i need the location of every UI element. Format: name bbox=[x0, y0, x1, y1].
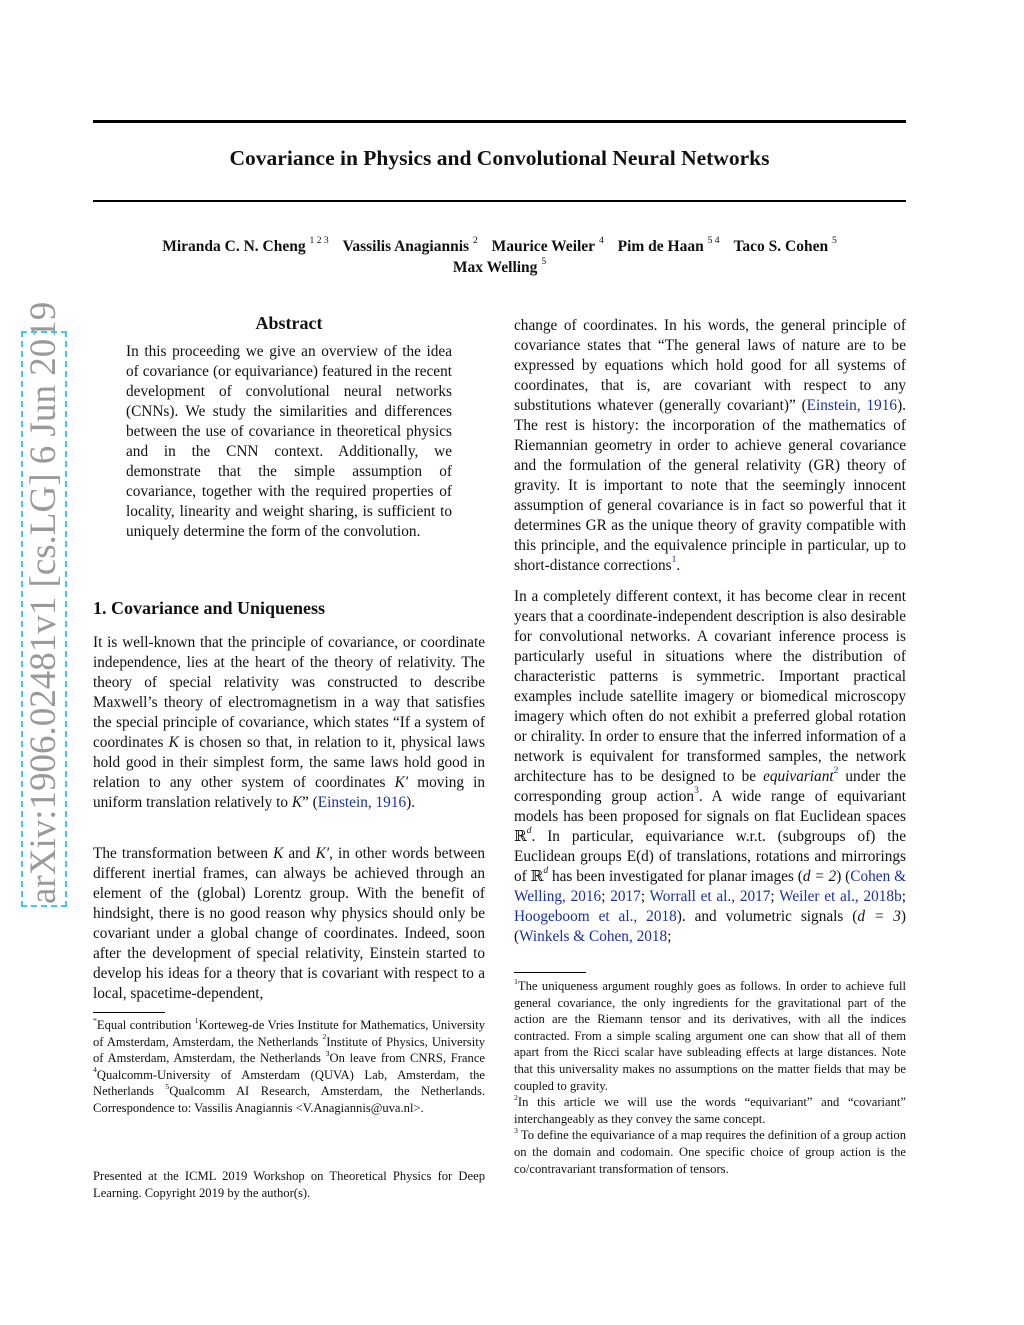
title-rule-bottom bbox=[93, 200, 906, 202]
footnote-ref[interactable]: 1 bbox=[671, 555, 677, 566]
citation-link[interactable]: Cohen & Welling, 2016 bbox=[514, 868, 906, 905]
citation-link[interactable]: Hoogeboom et al., 2018 bbox=[514, 908, 677, 925]
paper-title: Covariance in Physics and Convolutional Neural Networks bbox=[229, 146, 770, 170]
author: Max Welling $^5$ bbox=[452, 256, 547, 276]
title-rule-top bbox=[93, 120, 906, 123]
citation-link[interactable]: Einstein, 1916 bbox=[317, 794, 407, 811]
author: Miranda C. N. Cheng $^{1 2 3}$ bbox=[162, 235, 329, 255]
footnotes bbox=[514, 978, 906, 1177]
paragraph: In a completely different context, it has become clear in recent years that a coordinate-independent description is also desirable for convolutional networks. A covariant inference process is particularly useful in situations where the distribution of characteristic patterns is symmetric. Important practical examples include satellite imagery or biomedical microscopy imagery which often do not exhibit a preferred global rotation or chirality. In order to ensure that the inferred information of a network is equivalent for transformed samples, the network architecture has to be designed to be equivariant$^2$ under the corresponding group action$^3$. A wide range of equivariant models has been proposed for signals on flat Euclidean spaces ℝ$^d$. In particular, equivariance w.r.t. (subgroups of) the Euclidean groups E(d) of translations, rotations and mirrorings of ℝ$^d$ has been investigated for planar images (d = 2) (Cohen & Welling, 2016; 2017; Worrall et al., 2017; Weiler et al., 2018b; Hoogeboom et al., 2018). and volumetric signals (d = 3) (Winkels & Cohen, 2018; bbox=[514, 588, 906, 945]
arxiv-stamp: arXiv:1906.02481v1 [cs.LG] 6 Jun 2019 bbox=[23, 301, 64, 904]
citation-link[interactable]: Einstein, 1916 bbox=[806, 397, 898, 414]
workshop-note: Presented at the ICML 2019 Workshop on Theoretical Physics for Deep Learning. Copyright 2019 by the author(s). bbox=[93, 1169, 485, 1200]
footnote-ref[interactable]: 2 bbox=[833, 766, 839, 777]
author: Pim de Haan $^{5 4}$ bbox=[617, 235, 720, 255]
author: Vassilis Anagiannis $^2$ bbox=[342, 235, 478, 255]
paragraph: It is well-known that the principle of covariance, or coordinate independence, lies at the heart of the theory of relativity. The theory of special relativity was constructed to describe Maxwell’s theory of electromagnetism in a way that satisfies the special principle of covariance, which states “If a system of coordinates K is chosen so that, in relation to it, physical laws hold good in their simplest form, the same laws hold good in relation to any other system of coordinates K′ moving in uniform translation relatively to K” (Einstein, 1916). bbox=[93, 634, 485, 811]
affiliation-footnote: *Equal contribution $^1$Korteweg-de Vries Institute for Mathematics, University of Amsterdam, Amsterdam, the Netherlands $^2$Institute of Physics, University of Amsterdam, Amsterdam, the Netherlands $^3$On leave from CNRS, France $^4$Qualcomm-University of Amsterdam (QUVA) Lab, Amsterdam, the Netherlands $^5$Qualcomm AI Research, Amsterdam, the Netherlands. Correspondence to: Vassilis Anagiannis <V.Anagiannis@uva.nl>. bbox=[93, 1015, 486, 1115]
footnote: $^1$The uniqueness argument roughly goes as follows. In order to achieve full general covariance, the only ingredients for the gravitational part of the action are the Riemann tensor and its derivatives, with all the indices contracted. From a simple scaling argument one can show that all of them apart from the Ricci scalar have subleading effects at large distances. Note that this universality makes no assumptions on the matter fields that may be coupled to gravity. bbox=[514, 976, 906, 1093]
citation-link[interactable]: 2017 bbox=[610, 888, 641, 905]
section-heading: 1. Covariance and Uniqueness bbox=[93, 598, 326, 618]
footnote-ref[interactable]: 3 bbox=[694, 786, 699, 797]
footnote-rule bbox=[514, 972, 586, 973]
citation-link[interactable]: Weiler et al., 2018b bbox=[779, 888, 902, 905]
citation-link[interactable]: Winkels & Cohen, 2018 bbox=[519, 928, 668, 945]
abstract-text: In this proceeding we give an overview of the idea of covariance (or equivariance) featured in the recent development of convolutional neural networks (CNNs). We study the similarities and differences between the use of covariance in theoretical physics and in the CNN context. Additionally, we demonstrate that the simple assumption of covariance, together with the required properties of locality, linearity and weight sharing, is sufficient to uniquely determine the form of the convolution. bbox=[126, 343, 452, 540]
footnote: $^2$In this article we will use the words “equivariant” and “covariant” interchangeably as they convey the same concept. bbox=[514, 1092, 906, 1126]
author: Maurice Weiler $^4$ bbox=[491, 235, 604, 255]
footnote: $^3$ To define the equivariance of a map requires the definition of a group action on the domain and codomain. One specific choice of group action is the co/contravariant transformation of tensors. bbox=[514, 1126, 906, 1176]
abstract-heading: Abstract bbox=[255, 313, 323, 333]
footnote-rule bbox=[93, 1012, 165, 1013]
author: Taco S. Cohen $^5$ bbox=[733, 235, 837, 255]
paragraph: change of coordinates. In his words, the general principle of covariance states that “The general laws of nature are to be expressed by equations which hold good for all systems of coordinates, that is, are covariant with respect to any substitutions whatever (generally covariant)” (Einstein, 1916). The rest is history: the incorporation of the mathematics of Riemannian geometry in order to achieve general covariance and the formulation of the general relativity (GR) theory of gravity. It is important to note that the seemingly innocent assumption of general covariance is in fact so powerful that it determines GR as the unique theory of gravity compatible with this principle, and the equivalence principle in particular, up to short-distance corrections$^1$. bbox=[514, 317, 906, 574]
citation-link[interactable]: Worrall et al., 2017 bbox=[649, 888, 771, 905]
paragraph: The transformation between K and K′, in other words between different inertial frames, can always be achieved through an element of the (global) Lorentz group. With the benefit of hindsight, there is no good reason why physics should only be covariant under a global change of coordinates. Indeed, soon after the development of special relativity, Einstein started to develop his ideas for a theory that is covariant with respect to a local, spacetime-dependent, bbox=[93, 845, 485, 1002]
author-list bbox=[93, 236, 906, 278]
